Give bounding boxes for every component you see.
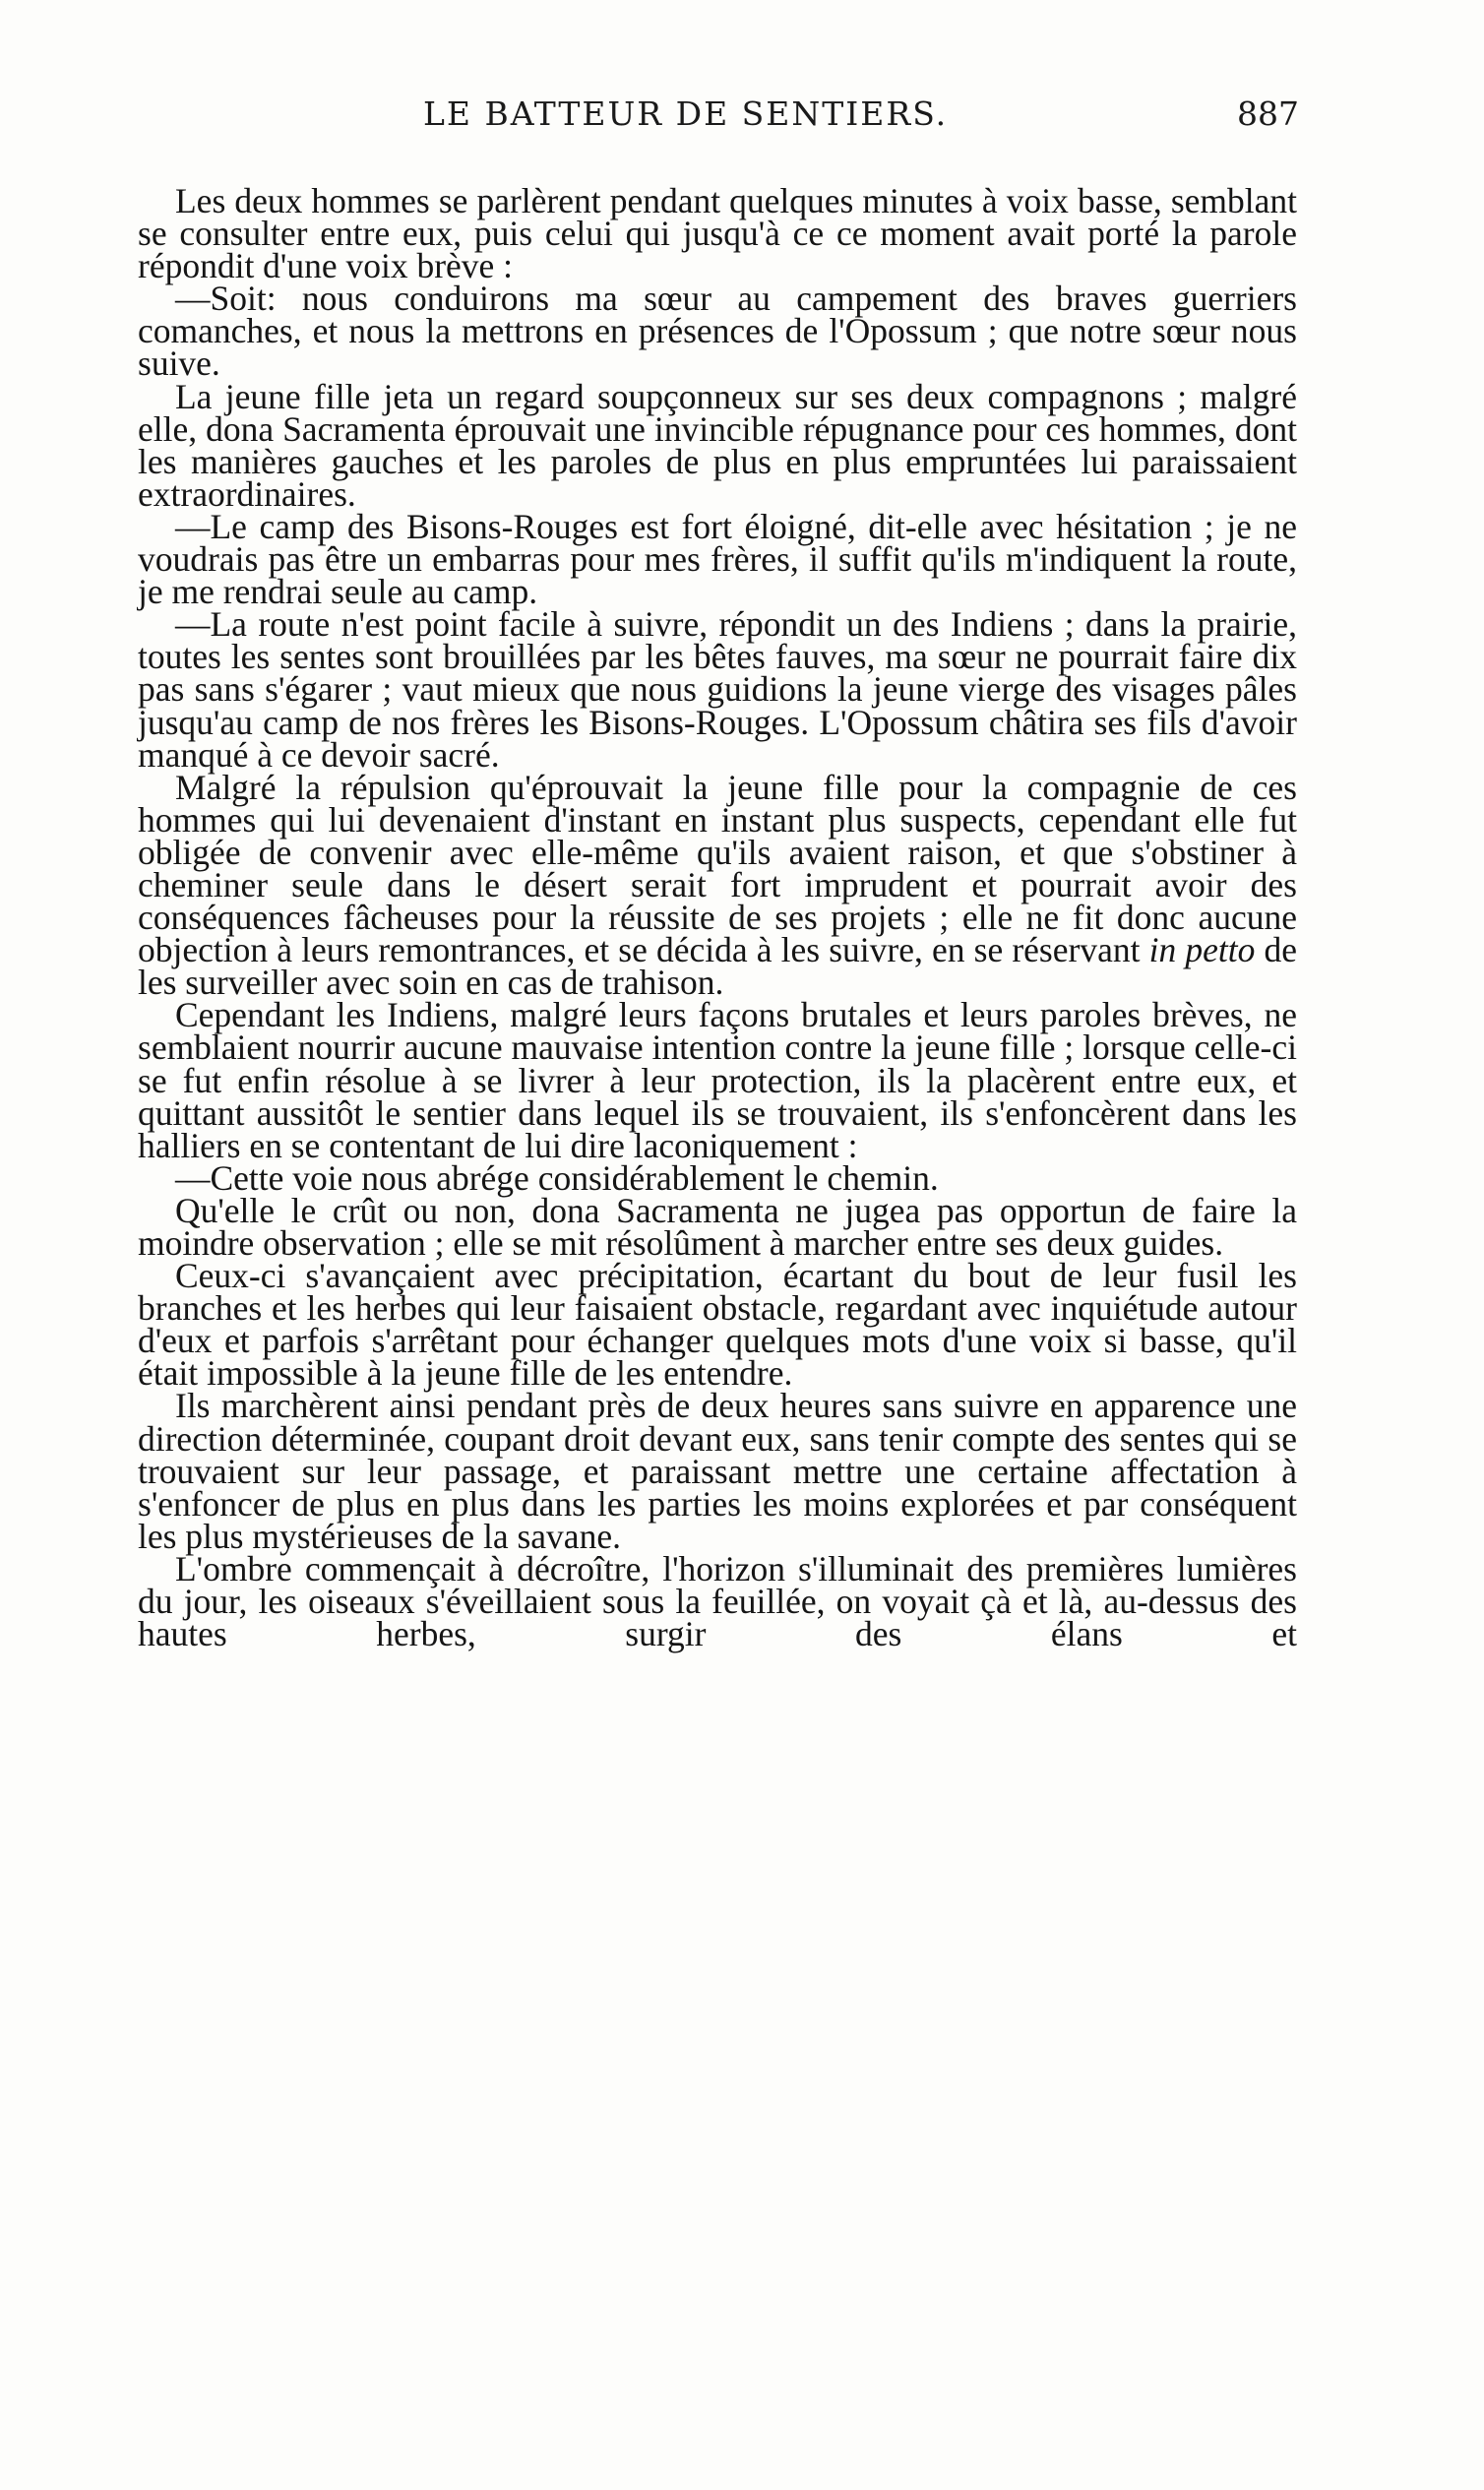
paragraph: Les deux hommes se parlèrent pendant quelques minutes à voix basse, semblant se consulter entre eux, puis celui qui jusqu'à ce ce moment avait porté la parole répondit d'une voix brève : <box>138 181 1297 286</box>
paragraph <box>138 767 1297 1003</box>
italic-phrase: in petto <box>1148 930 1256 970</box>
paragraph: Cependant les Indiens, malgré leurs façons brutales et leurs paroles brèves, ne semblaient nourrir aucune mauvaise intention contre la jeune fille ; lorsque celle-ci se fut enfin résolue à se livrer à leur protection, ils la placèrent entre eux, et quittant aussitôt le sentier dans lequel ils se trouvaient, ils s'enfoncèrent dans les halliers en se contentant de lui dire laconiquement : <box>138 995 1297 1165</box>
paragraph: —Cette voie nous abrége considérablement le chemin. <box>175 1157 939 1198</box>
paragraph: —Soit: nous conduirons ma sœur au campement des braves guerriers comanches, et nous la mettrons en présences de l'Opossum ; que notre sœur nous suive. <box>138 279 1297 384</box>
page-header <box>138 94 1299 154</box>
paragraph: —Le camp des Bisons-Rouges est fort éloigné, dit-elle avec hésitation ; je ne voudrais pas être un embarras pour mes frères, il suffit qu'ils m'indiquent la route, je me rendrai seule au camp. <box>138 506 1297 612</box>
paragraph-text: Malgré la répulsion qu'éprouvait la jeune fille pour la compagnie de ces hommes qui lui devenaient d'instant en instant plus suspects, cependant elle fut obligée de convenir avec elle-même qu'ils avaient raison, et que s'obstiner à cheminer seule dans le désert serait fort imprudent et pourrait avoir des conséquences fâcheuses pour la réussite de ses projets ; elle ne fit donc aucune objection à leurs remontrances, et se décida à les suivre, en se réservant <box>138 767 1297 970</box>
paragraph: Qu'elle le crût ou non, dona Sacramenta ne jugea pas opportun de faire la moindre observation ; elle se mit résolûment à marcher entre ses deux guides. <box>138 1190 1297 1263</box>
running-title: LE BATTEUR DE SENTIERS. <box>423 94 949 133</box>
paragraph: —La route n'est point facile à suivre, répondit un des Indiens ; dans la prairie, toutes les sentes sont brouillées par les bêtes fauves, ma sœur ne pourrait faire dix pas sans s'égarer ; vaut mieux que nous guidions la jeune vierge des visages pâles jusqu'au camp de nos frères les Bisons-Rouges. L'Opossum châtira ses fils d'avoir manqué à ce devoir sacré. <box>138 604 1297 775</box>
paragraph-text: de les surveiller avec soin en cas de trahison. <box>138 930 1297 1003</box>
page-number: 887 <box>1237 94 1299 133</box>
paragraph: Ceux-ci s'avançaient avec précipitation, écartant du bout de leur fusil les branches et les herbes qui leur faisaient obstacle, regardant avec inquiétude autour d'eux et parfois s'arrêtant pour échanger quelques mots d'une voix si basse, qu'il était impossible à la jeune fille de les entendre. <box>138 1256 1297 1394</box>
paragraph: L'ombre commençait à décroître, l'horizon s'illuminait des premières lumières du jour, les oiseaux s'éveillaient sous la feuillée, on voyait çà et là, au-dessus des hautes herbes, surgir des élans et <box>138 1548 1297 1654</box>
text-body <box>138 181 1297 1654</box>
paragraph: Ils marchèrent ainsi pendant près de deux heures sans suivre en apparence une direction déterminée, coupant droit devant eux, sans tenir compte des sentes qui se trouvaient sur leur passage, et paraissant mettre une certaine affectation à s'enfoncer de plus en plus dans les parties les moins explorées et par conséquent les plus mystérieuses de la savane. <box>138 1386 1297 1556</box>
paragraph: La jeune fille jeta un regard soupçonneux sur ses deux compagnons ; malgré elle, dona Sacramenta éprouvait une invincible répugnance pour ces hommes, dont les manières gauches et les paroles de plus en plus empruntées lui paraissaient extraordinaires. <box>138 376 1297 514</box>
